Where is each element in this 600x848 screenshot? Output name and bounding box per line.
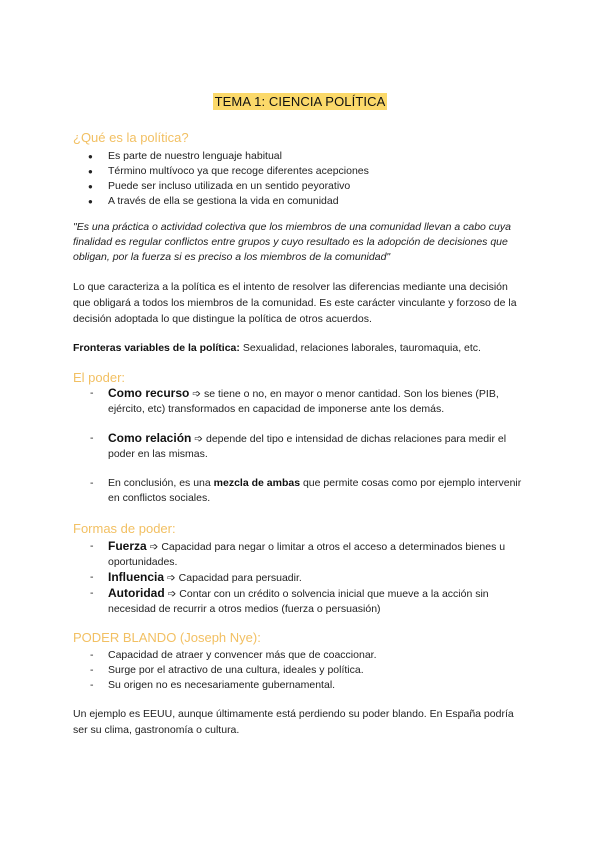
- term-desc: ➩ depende del tipo e intensidad de dichas relaciones para medir el poder en las mismas.: [108, 433, 507, 460]
- fronteras-line: [73, 340, 528, 356]
- list-item: [0, 539, 600, 570]
- heading-poder-blando: PODER BLANDO (Joseph Nye):: [73, 630, 261, 645]
- title-wrap: [0, 93, 600, 111]
- definition-quote: "Es una práctica o actividad colectiva que los miembros de una comunidad llevan a cabo cuya finalidad es regular conflictos entre grupos y cuyo resultado es la adopción de decisiones que obligan, por la fuerza si es preciso a los miembros de la comunidad": [73, 221, 511, 263]
- heading-el-poder: El poder:: [73, 370, 126, 385]
- politica-bullet-list: [0, 149, 600, 209]
- list-item: [0, 386, 600, 417]
- term-desc: ➩ Capacidad para persuadir.: [164, 572, 302, 584]
- conclusion-pre: En conclusión, es una: [108, 477, 214, 489]
- heading-formas-de-poder: Formas de poder:: [73, 521, 176, 536]
- fronteras-label: Fronteras variables de la política:: [73, 342, 240, 354]
- list-item: - Su origen no es necesariamente gubernamental.: [0, 678, 600, 693]
- list-item: - Capacidad de atraer y convencer más que de coaccionar.: [0, 648, 600, 663]
- list-item: ● Es parte de nuestro lenguaje habitual: [0, 149, 600, 164]
- term-influencia: Influencia: [108, 570, 165, 584]
- term-desc: ➩ Capacidad para negar o limitar a otros el acceso a determinados bienes u oportunidades.: [108, 541, 506, 568]
- term-desc: ➩ se tiene o no, en mayor o menor cantidad. Son los bienes (PIB, ejército, etc) transformados en capacidad de imponerse ante los demás.: [108, 388, 499, 415]
- heading-que-es-politica: ¿Qué es la política?: [73, 130, 189, 145]
- document-title: TEMA 1: CIENCIA POLÍTICA: [214, 94, 386, 109]
- blando-list: [0, 648, 600, 693]
- term-como-recurso: Como recurso: [108, 386, 190, 400]
- list-item: ● A través de ella se gestiona la vida en comunidad: [0, 194, 600, 209]
- poder-list: [0, 386, 600, 417]
- conclusion-bold: mezcla de ambas: [213, 477, 301, 489]
- list-item: [0, 570, 600, 586]
- list-item: ● Puede ser incluso utilizada en un sentido peyorativo: [0, 179, 600, 194]
- list-item: ● Término multívoco ya que recoge diferentes acepciones: [0, 164, 600, 179]
- fronteras-text: Sexualidad, relaciones laborales, tauromaquia, etc.: [239, 342, 481, 354]
- formas-list: [0, 539, 600, 617]
- term-autoridad: Autoridad: [108, 586, 165, 600]
- list-item: - Surge por el atractivo de una cultura, ideales y política.: [0, 663, 600, 678]
- conclusion-post: que permite cosas como por ejemplo intervenir en conflictos sociales.: [108, 477, 522, 504]
- term-desc: ➩ Contar con un crédito o solvencia inicial que mueve a la acción sin necesidad de recurrir a otros medios (fuerza o persuasión): [108, 588, 489, 615]
- list-item: [0, 586, 600, 617]
- list-item: [0, 431, 600, 462]
- term-como-relacion: Como relación: [108, 431, 192, 445]
- politica-paragraph: Lo que caracteriza a la política es el intento de resolver las diferencias mediante una decisión que obligará a todos los miembros de la comunidad. Es este carácter vinculante y forzoso de la decisión adoptada lo que distingue la política de otros acuerdos.: [73, 281, 517, 325]
- blando-paragraph: Un ejemplo es EEUU, aunque últimamente está perdiendo su poder blando. En España podría ser su clima, gastronomía o cultura.: [73, 708, 514, 736]
- list-item: [0, 476, 600, 506]
- poder-list-2: [0, 431, 600, 462]
- poder-conclusion-list: [0, 476, 600, 506]
- term-fuerza: Fuerza: [108, 539, 147, 553]
